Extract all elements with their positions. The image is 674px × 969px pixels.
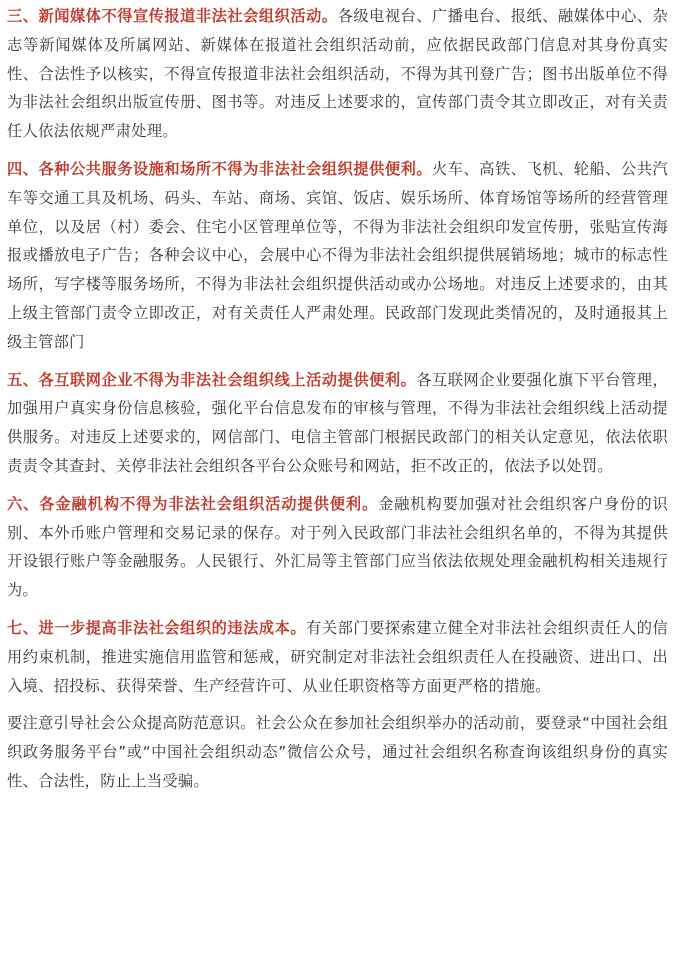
section-body: 有关部门要探索建立健全对非法社会组织责任人的信用约束机制，推进实施信用监管和惩戒，研究制定对非法社会组织责任人在投融资、进出口、出入境、招投标、获得荣誉、生产经营许可、从业任职资格等方面更严格的措施。 [7,618,668,695]
section-internet [7,366,668,481]
section-public-facilities [7,155,668,357]
section-body: 金融机构要加强对社会组织客户身份的识别、本外币账户管理和交易记录的保存。对于列入民政部门非法社会组织名单的，不得为其提供开设银行账户等金融服务。人民银行、外汇局等主管部门应当依法依规处理金融机构相关违规行为。 [7,494,668,600]
section-body: 各互联网企业要强化旗下平台管理，加强用户真实身份信息核验，强化平台信息发布的审核与管理，不得为非法社会组织线上活动提供服务。对违反上述要求的，网信部门、电信主管部门根据民政部门的相关认定意见，依法依职责责令其查封、关停非法社会组织各平台公众账号和网站，拒不改正的，依法予以处罚。 [7,370,668,475]
section-heading: 七、进一步提高非法社会组织的违法成本。 [7,618,307,637]
section-body: 火车、高铁、飞机、轮船、公共汽车等交通工具及机场、码头、车站、商场、宾馆、饭店、娱乐场所、体育场馆等场所的经营管理单位，以及居（村）委会、住宅小区管理单位等，不得为非法社会组织印发宣传册，张贴宣传海报或播放电子广告；各种会议中心，会展中心不得为非法社会组织提供展销场地；城市的标志性场所，写字楼等服务场所，不得为非法社会组织提供活动或办公场地。对违反上述要求的，由其上级主管部门责令立即改正，对有关责任人严肃处理。民政部门发现此类情况的，及时通报其上级主管部门 [7,159,669,351]
section-finance [7,490,668,605]
section-heading: 四、各种公共服务设施和场所不得为非法社会组织提供便利。 [7,159,433,178]
section-illegal-cost [7,614,668,700]
section-public-awareness [7,709,668,795]
section-heading: 六、各金融机构不得为非法社会组织活动提供便利。 [7,494,379,513]
section-body: 要注意引导社会公众提高防范意识。社会公众在参加社会组织举办的活动前，要登录“中国社会组织政务服务平台”或“中国社会组织动态”微信公众号，通过社会组织名称查询该组织身份的真实性、合法性，防止上当受骗。 [7,714,668,790]
section-heading: 五、各互联网企业不得为非法社会组织线上活动提供便利。 [7,370,417,389]
section-media [7,2,668,146]
section-body: 各级电视台、广播电台、报纸、融媒体中心、杂志等新闻媒体及所属网站、新媒体在报道社会组织活动前，应依据民政部门信息对其身份真实性、合法性予以核实，不得宣传报道非法社会组织活动，不得为其刊登广告；图书出版单位不得为非法社会组织出版宣传册、图书等。对违反上述要求的，宣传部门责令其立即改正，对有关责任人依法依规严肃处理。 [7,7,668,141]
section-heading: 三、新闻媒体不得宣传报道非法社会组织活动。 [7,7,338,25]
